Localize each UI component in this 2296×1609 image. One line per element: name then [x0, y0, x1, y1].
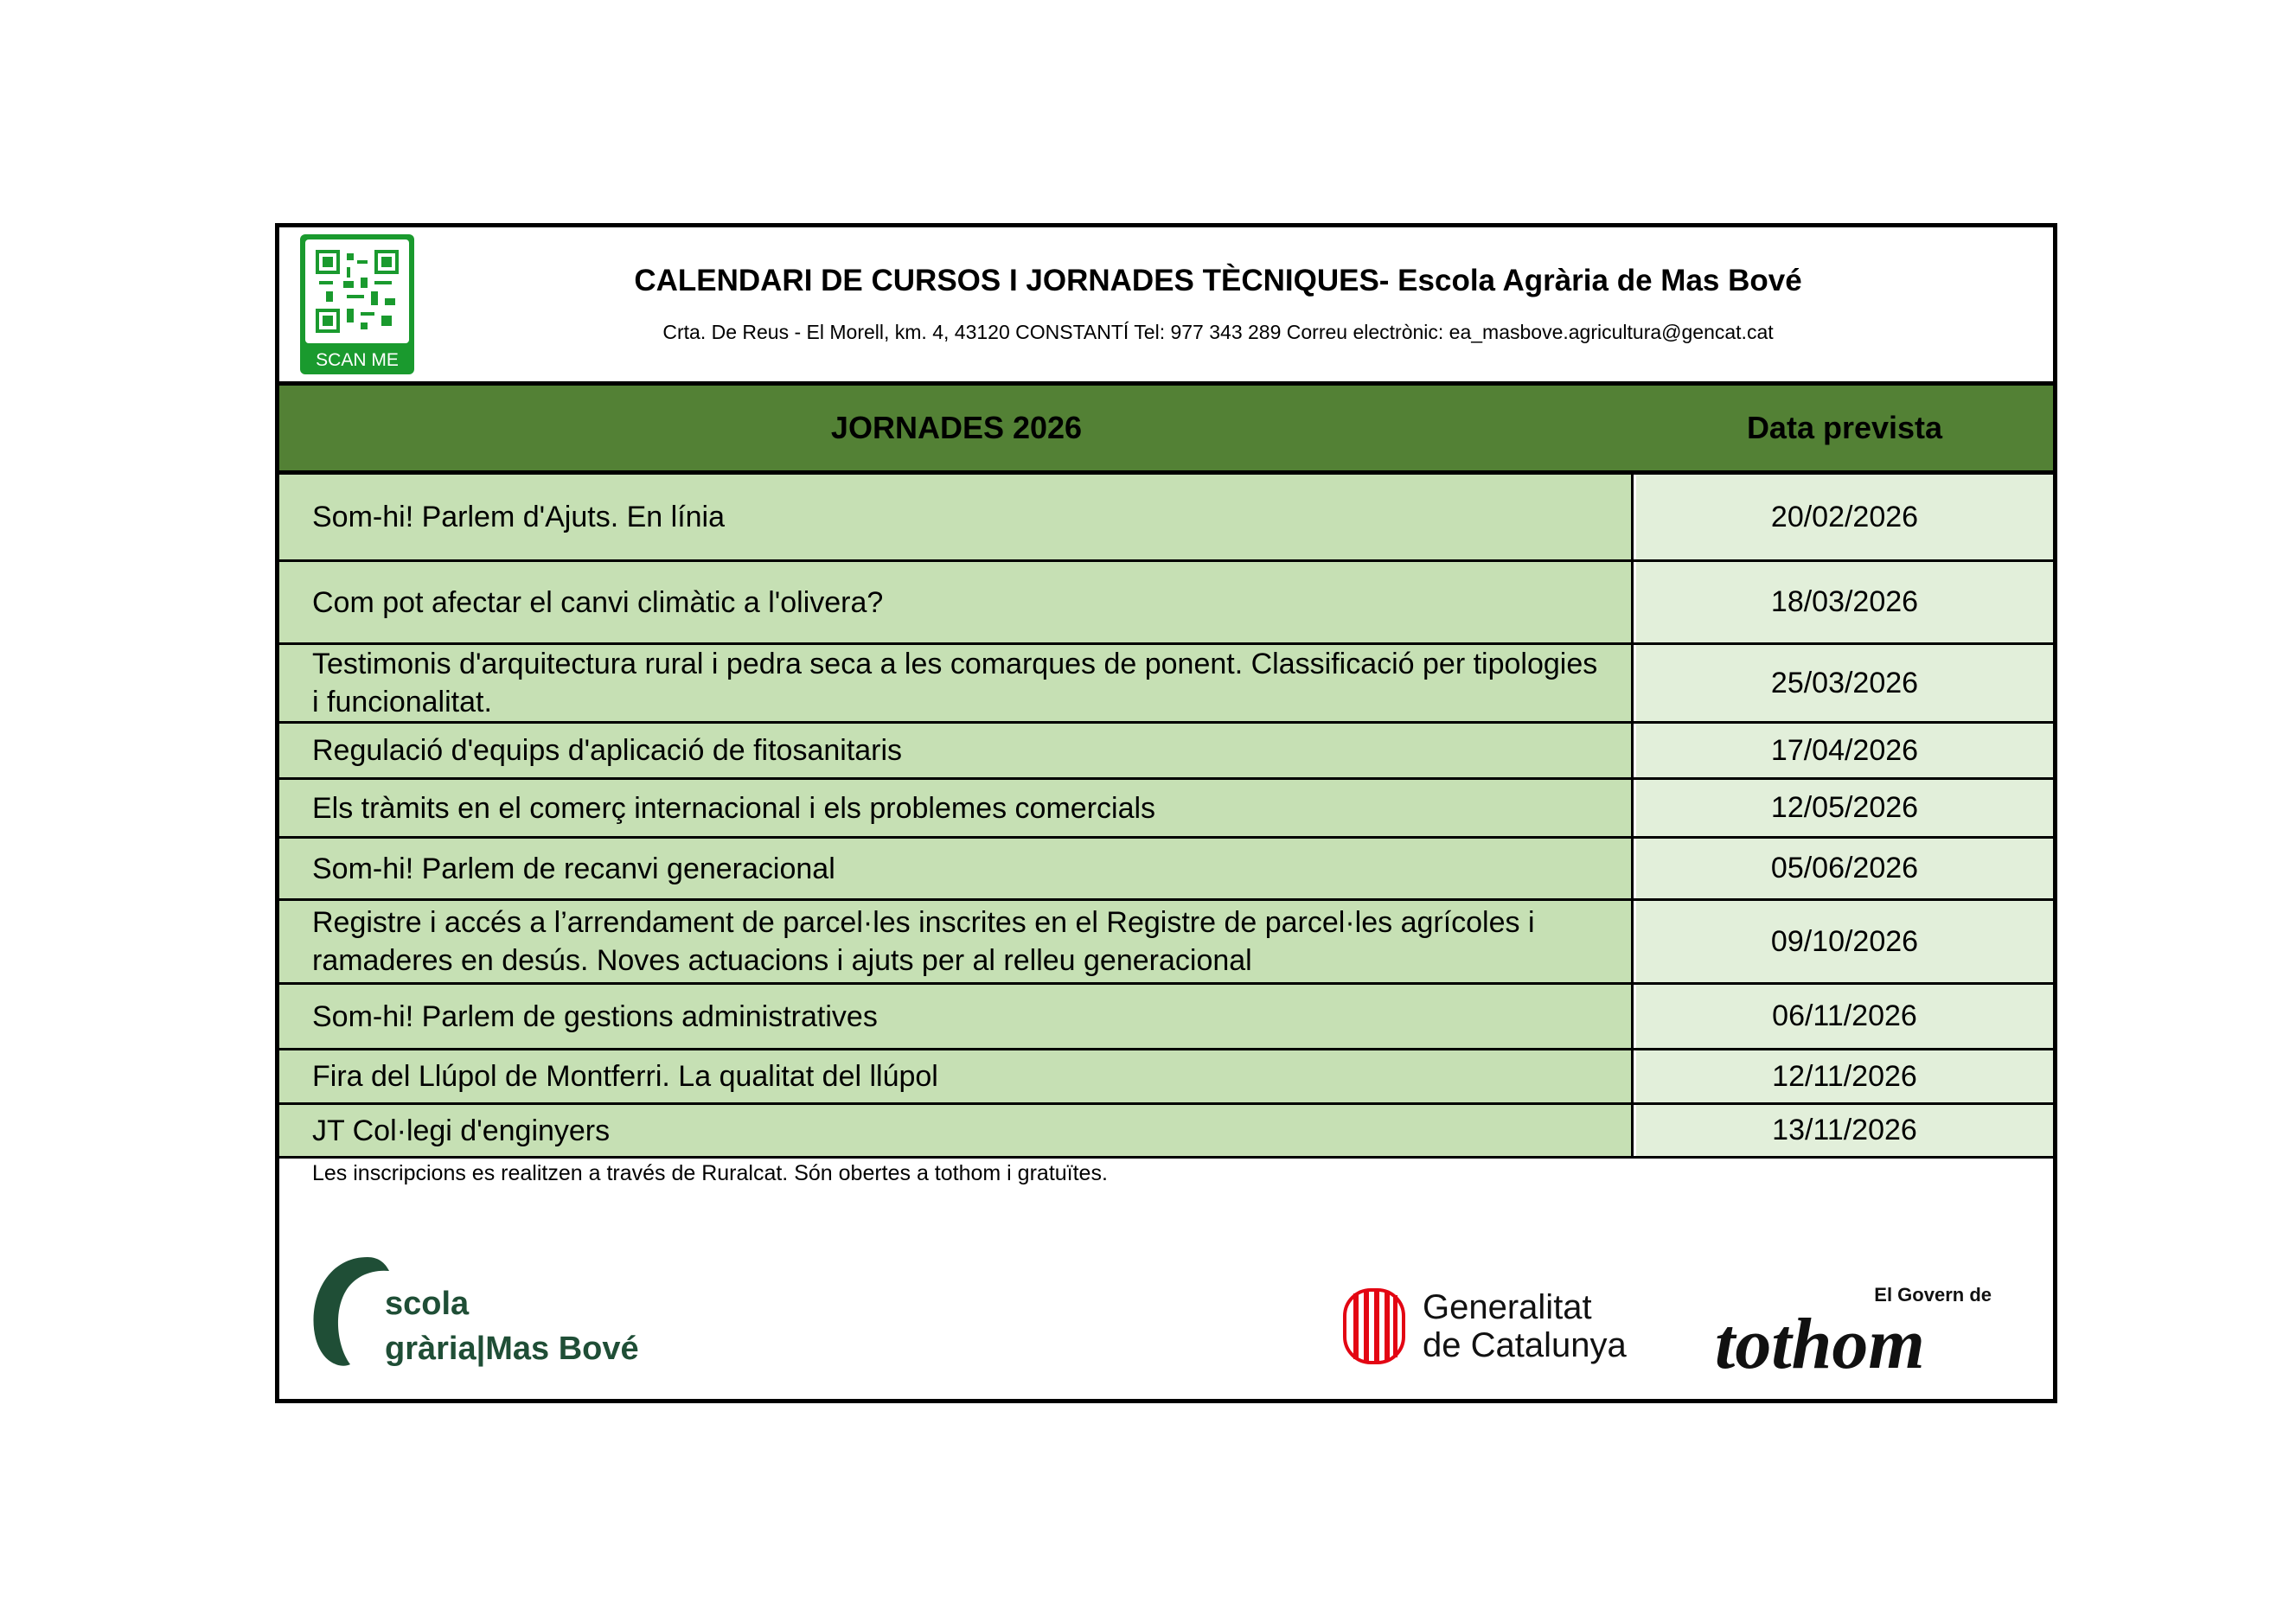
event-title: Els tràmits en el comerç internacional i els problemes comercials	[279, 780, 1634, 836]
table-row	[279, 985, 2053, 1050]
event-date: 20/02/2026	[1636, 475, 2053, 559]
table-row	[279, 839, 2053, 901]
event-title: Som-hi! Parlem de recanvi generacional	[279, 839, 1634, 898]
event-title: Registre i accés a l’arrendament de parcel·les inscrites en el Registre de parcel·les agrícoles i ramaderes en desús. Noves actuacions i ajuts per al relleu generacional	[279, 901, 1634, 982]
table-row	[279, 645, 2053, 724]
qr-label: SCAN ME	[316, 350, 399, 370]
table-row	[279, 1050, 2053, 1105]
event-date: 09/10/2026	[1636, 901, 2053, 982]
event-date: 12/11/2026	[1636, 1050, 2053, 1102]
govern-logo-small-text: El Govern de	[1874, 1284, 1992, 1306]
event-title: Testimonis d'arquitectura rural i pedra seca a les comarques de ponent. Classificació per tipologies i funcionalitat.	[279, 645, 1634, 721]
column-header-jornades: JORNADES 2026	[830, 410, 1083, 445]
table-row	[279, 1105, 2053, 1159]
table-row	[279, 724, 2053, 780]
event-date: 18/03/2026	[1636, 562, 2053, 642]
govern-logo-large-text: tothom	[1715, 1304, 1925, 1384]
event-title: Com pot afectar el canvi climàtic a l'olivera?	[279, 562, 1634, 642]
svg-text:scola: scola	[385, 1286, 470, 1322]
page-title: CALENDARI DE CURSOS I JORNADES TÈCNIQUES- Escola Agrària de Mas Bové	[634, 264, 1802, 297]
event-date: 12/05/2026	[1636, 780, 2053, 836]
event-title: Som-hi! Parlem de gestions administratives	[279, 985, 1634, 1048]
generalitat-logo	[1343, 1288, 1627, 1364]
generalitat-emblem-icon	[1343, 1288, 1405, 1364]
contact-address: Crta. De Reus - El Morell, km. 4, 43120 CONSTANTÍ Tel: 977 343 289 Correu electrònic: ea_masbove.agricultura@gencat.cat	[662, 321, 1774, 343]
svg-text:grària|Mas Bové: grària|Mas Bové	[385, 1331, 639, 1367]
event-date: 17/04/2026	[1636, 724, 2053, 777]
table-row	[279, 901, 2053, 985]
table-row	[279, 475, 2053, 562]
event-date: 13/11/2026	[1636, 1105, 2053, 1156]
table-row	[279, 562, 2053, 645]
generalitat-line1: Generalitat	[1423, 1288, 1592, 1326]
event-date: 05/06/2026	[1636, 839, 2053, 898]
table-header	[279, 386, 2053, 475]
column-header-date: Data prevista	[1746, 410, 1943, 445]
event-date: 25/03/2026	[1636, 645, 2053, 721]
registration-note: Les inscripcions es realitzen a través de Ruralcat. Són obertes a tothom i gratuïtes.	[312, 1161, 1108, 1185]
event-title: Som-hi! Parlem d'Ajuts. En línia	[279, 475, 1634, 559]
escola-agraria-logo	[307, 1252, 670, 1377]
generalitat-line2: de Catalunya	[1423, 1326, 1627, 1364]
event-title: JT Col·legi d'enginyers	[279, 1105, 1634, 1156]
qr-code[interactable]	[300, 234, 414, 374]
calendar-document	[275, 223, 2057, 1403]
document-header	[279, 227, 2053, 386]
event-title: Fira del Llúpol de Montferri. La qualitat del llúpol	[279, 1050, 1634, 1102]
event-date: 06/11/2026	[1636, 985, 2053, 1048]
table-row	[279, 780, 2053, 839]
event-title: Regulació d'equips d'aplicació de fitosanitaris	[279, 724, 1634, 777]
govern-de-tothom-logo	[1715, 1284, 1992, 1382]
